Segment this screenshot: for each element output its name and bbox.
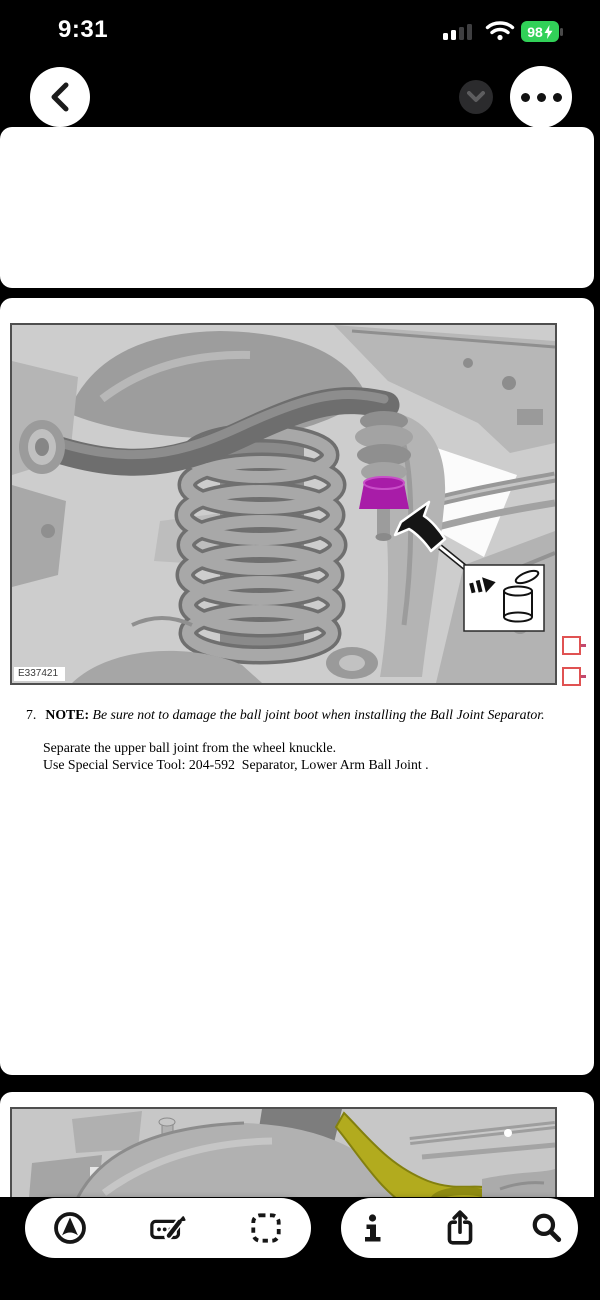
instruction-line-2: Use Special Service Tool: 204-592 Separator, Lower Arm Ball Joint . [43, 757, 429, 772]
document-page-card[interactable] [0, 298, 594, 1075]
fill-and-sign-icon [149, 1210, 187, 1246]
back-button[interactable] [30, 67, 90, 127]
note-text: Be sure not to damage the ball joint boot when installing the Ball Joint Separator. [92, 707, 545, 722]
annotate-pen-button[interactable] [51, 1209, 89, 1247]
info-button[interactable] [354, 1209, 392, 1247]
annotate-pen-icon [52, 1210, 88, 1246]
figure-suspension-illustration [10, 323, 557, 685]
instruction-line-1: Separate the upper ball joint from the wheel knuckle. [43, 740, 337, 755]
next-page-card[interactable] [0, 1092, 594, 1197]
step-note [26, 706, 578, 723]
annotation-toolbar [25, 1198, 311, 1258]
share-button[interactable] [441, 1209, 479, 1247]
red-placeholder-box-1 [562, 636, 581, 655]
charging-bolt-icon [544, 25, 553, 39]
red-placeholder-box-2 [562, 667, 581, 686]
document-toolbar [341, 1198, 578, 1258]
select-marquee-icon [248, 1210, 284, 1246]
select-marquee-button[interactable] [247, 1209, 285, 1247]
more-options-button[interactable] [510, 66, 572, 128]
figure-id-label: E337421 [14, 667, 65, 681]
search-icon [528, 1210, 564, 1246]
chevron-down-icon [467, 91, 485, 103]
cellular-signal-icon [443, 22, 479, 47]
previous-page-card[interactable] [0, 127, 594, 288]
battery-percent: 98 [527, 23, 543, 40]
chevron-left-icon [47, 81, 73, 113]
note-label: NOTE: [45, 707, 90, 722]
share-icon [442, 1209, 478, 1247]
step-number: 7. [26, 707, 37, 722]
fill-and-sign-button[interactable] [149, 1209, 187, 1247]
collapse-button[interactable] [459, 80, 493, 114]
figure-next-illustration [10, 1107, 557, 1197]
search-button[interactable] [527, 1209, 565, 1247]
clock: 9:31 [58, 16, 109, 43]
info-icon [356, 1210, 390, 1246]
ellipsis-icon [521, 93, 562, 102]
step-instructions [43, 739, 578, 773]
battery-icon [521, 21, 565, 42]
wifi-icon [485, 20, 515, 47]
status-bar [0, 0, 600, 54]
